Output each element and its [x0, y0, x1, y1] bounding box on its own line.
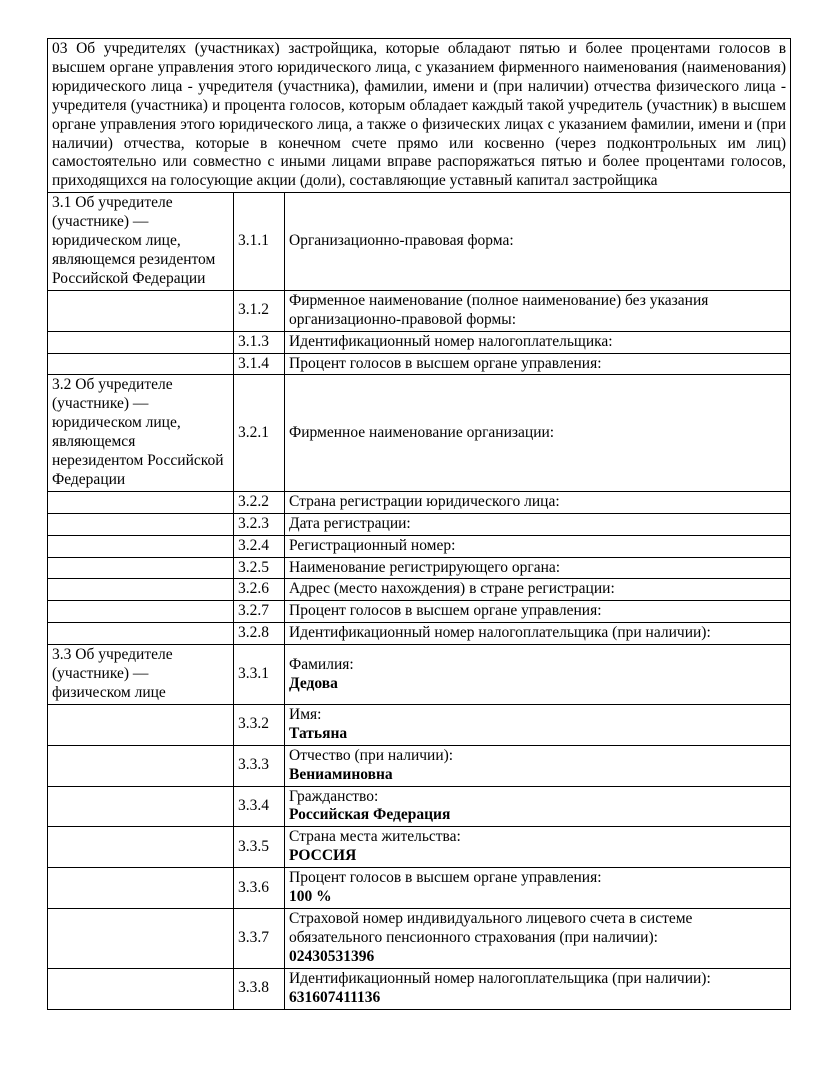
table-row	[48, 579, 791, 601]
header-paragraph: 03 Об учредителях (участниках) застройщика, которые обладают пятью и более процентами голосов в высшем органе управления этого юридического лица, с указанием фирменного наименования (наименования) юридического лица - учредителя (участника), фамилии, имени и (при наличии) отчества физического лица - учредителя (участника) и процента голосов, которым обладает каждый такой учредитель (участник) в высшем органе управления этого юридического лица, а также о физических лицах с указанием фамилии, имени и (при наличии) отчества, которые в конечном счете прямо или косвенно (через подконтрольных им лиц) самостоятельно или совместно с иными лицами вправе распоряжаться пятью и более процентами голосов, приходящихся на голосующие акции (доли), составляющие уставный капитал застройщика	[48, 39, 791, 193]
table-row	[48, 786, 791, 827]
row-code: 3.3.2	[234, 704, 285, 745]
section-label-cell	[48, 353, 234, 375]
row-desc-cell	[285, 331, 791, 353]
field-label: Процент голосов в высшем органе управления:	[289, 602, 602, 620]
field-value: Татьяна	[289, 724, 348, 742]
declaration-table	[47, 38, 791, 1010]
field-label: Процент голосов в высшем органе управления:	[289, 869, 602, 887]
section-label-cell	[48, 968, 234, 1009]
field-label: Фамилия:	[289, 655, 354, 673]
row-desc-cell	[285, 645, 791, 705]
field-label: Процент голосов в высшем органе управления:	[289, 354, 602, 372]
section-label-cell	[48, 557, 234, 579]
row-desc-cell	[285, 513, 791, 535]
section-label: 3.2 Об учредителе (участнике) — юридическом лице, являющемся нерезидентом Российской Федерации	[52, 376, 224, 488]
field-label: Организационно-правовая форма:	[289, 232, 514, 250]
row-desc-cell	[285, 579, 791, 601]
row-code: 3.2.7	[234, 601, 285, 623]
field-label: Дата регистрации:	[289, 514, 411, 532]
row-desc-cell	[285, 535, 791, 557]
field-label: Фирменное наименование организации:	[289, 423, 555, 441]
table-row	[48, 968, 791, 1009]
section-label-cell	[48, 193, 234, 291]
row-desc-cell	[285, 353, 791, 375]
row-code: 3.1.3	[234, 331, 285, 353]
field-value: 631607411136	[289, 988, 381, 1006]
row-code: 3.2.8	[234, 623, 285, 645]
table-row	[48, 557, 791, 579]
section-label-cell	[48, 868, 234, 909]
table-row	[48, 745, 791, 786]
field-label: Отчество (при наличии):	[289, 746, 454, 764]
field-label: Регистрационный номер:	[289, 536, 456, 554]
row-code: 3.1.4	[234, 353, 285, 375]
table-row	[48, 535, 791, 557]
row-desc-cell	[285, 786, 791, 827]
field-label: Имя:	[289, 705, 322, 723]
table-row	[48, 290, 791, 331]
table-header-row	[48, 39, 791, 193]
section-label-cell	[48, 513, 234, 535]
section-label-cell	[48, 290, 234, 331]
row-code: 3.2.3	[234, 513, 285, 535]
row-desc-cell	[285, 623, 791, 645]
section-label-cell	[48, 535, 234, 557]
section-label-cell	[48, 827, 234, 868]
table-row	[48, 331, 791, 353]
field-label: Гражданство:	[289, 787, 379, 805]
row-code: 3.3.6	[234, 868, 285, 909]
table-row	[48, 353, 791, 375]
section-label-cell	[48, 704, 234, 745]
section-label-cell	[48, 601, 234, 623]
field-label: Фирменное наименование (полное наименование) без указания организационно-правовой формы:	[289, 291, 709, 328]
field-value: Вениаминовна	[289, 765, 393, 783]
row-code: 3.2.6	[234, 579, 285, 601]
table-row	[48, 645, 791, 705]
field-value: 02430531396	[289, 947, 375, 965]
field-label: Адрес (место нахождения) в стране регистрации:	[289, 580, 615, 598]
table-row	[48, 908, 791, 968]
section-label-cell	[48, 908, 234, 968]
section-label-cell	[48, 645, 234, 705]
row-code: 3.3.7	[234, 908, 285, 968]
field-label: Страна регистрации юридического лица:	[289, 492, 560, 510]
field-label: Идентификационный номер налогоплательщика (при наличии):	[289, 624, 711, 642]
section-label-cell	[48, 491, 234, 513]
field-label: Идентификационный номер налогоплательщика:	[289, 332, 613, 350]
table-row	[48, 375, 791, 491]
row-desc-cell	[285, 968, 791, 1009]
row-desc-cell	[285, 601, 791, 623]
table-row	[48, 193, 791, 291]
section-label: 3.1 Об учредителе (участнике) — юридическом лице, являющемся резидентом Российской Федерации	[52, 194, 216, 287]
row-desc-cell	[285, 908, 791, 968]
table-row	[48, 704, 791, 745]
section-label-cell	[48, 623, 234, 645]
field-label: Страховой номер индивидуального лицевого счета в системе обязательного пенсионного страхования (при наличии):	[289, 909, 693, 946]
row-desc-cell	[285, 868, 791, 909]
row-code: 3.3.1	[234, 645, 285, 705]
row-code: 3.2.5	[234, 557, 285, 579]
row-desc-cell	[285, 375, 791, 491]
field-value: РОССИЯ	[289, 847, 357, 865]
field-value: Дедова	[289, 674, 338, 692]
section-label-cell	[48, 745, 234, 786]
row-code: 3.3.3	[234, 745, 285, 786]
row-code: 3.3.4	[234, 786, 285, 827]
table-row	[48, 623, 791, 645]
field-label: Наименование регистрирующего органа:	[289, 558, 561, 576]
row-desc-cell	[285, 491, 791, 513]
field-label: Идентификационный номер налогоплательщика (при наличии):	[289, 969, 711, 987]
field-value: 100 %	[289, 888, 332, 906]
row-code: 3.3.5	[234, 827, 285, 868]
table-row	[48, 513, 791, 535]
section-label: 3.3 Об учредителе (участнике) — физическом лице	[52, 646, 173, 701]
table-row	[48, 868, 791, 909]
section-label-cell	[48, 786, 234, 827]
row-desc-cell	[285, 745, 791, 786]
table-row	[48, 601, 791, 623]
field-label: Страна места жительства:	[289, 828, 461, 846]
row-desc-cell	[285, 827, 791, 868]
row-desc-cell	[285, 704, 791, 745]
row-code: 3.2.1	[234, 375, 285, 491]
field-value: Российская Федерация	[289, 806, 451, 824]
section-label-cell	[48, 579, 234, 601]
table-row	[48, 827, 791, 868]
row-code: 3.1.1	[234, 193, 285, 291]
section-label-cell	[48, 331, 234, 353]
row-code: 3.1.2	[234, 290, 285, 331]
section-label-cell	[48, 375, 234, 491]
row-desc-cell	[285, 193, 791, 291]
row-desc-cell	[285, 290, 791, 331]
row-code: 3.2.4	[234, 535, 285, 557]
table-row	[48, 491, 791, 513]
row-code: 3.2.2	[234, 491, 285, 513]
row-desc-cell	[285, 557, 791, 579]
row-code: 3.3.8	[234, 968, 285, 1009]
